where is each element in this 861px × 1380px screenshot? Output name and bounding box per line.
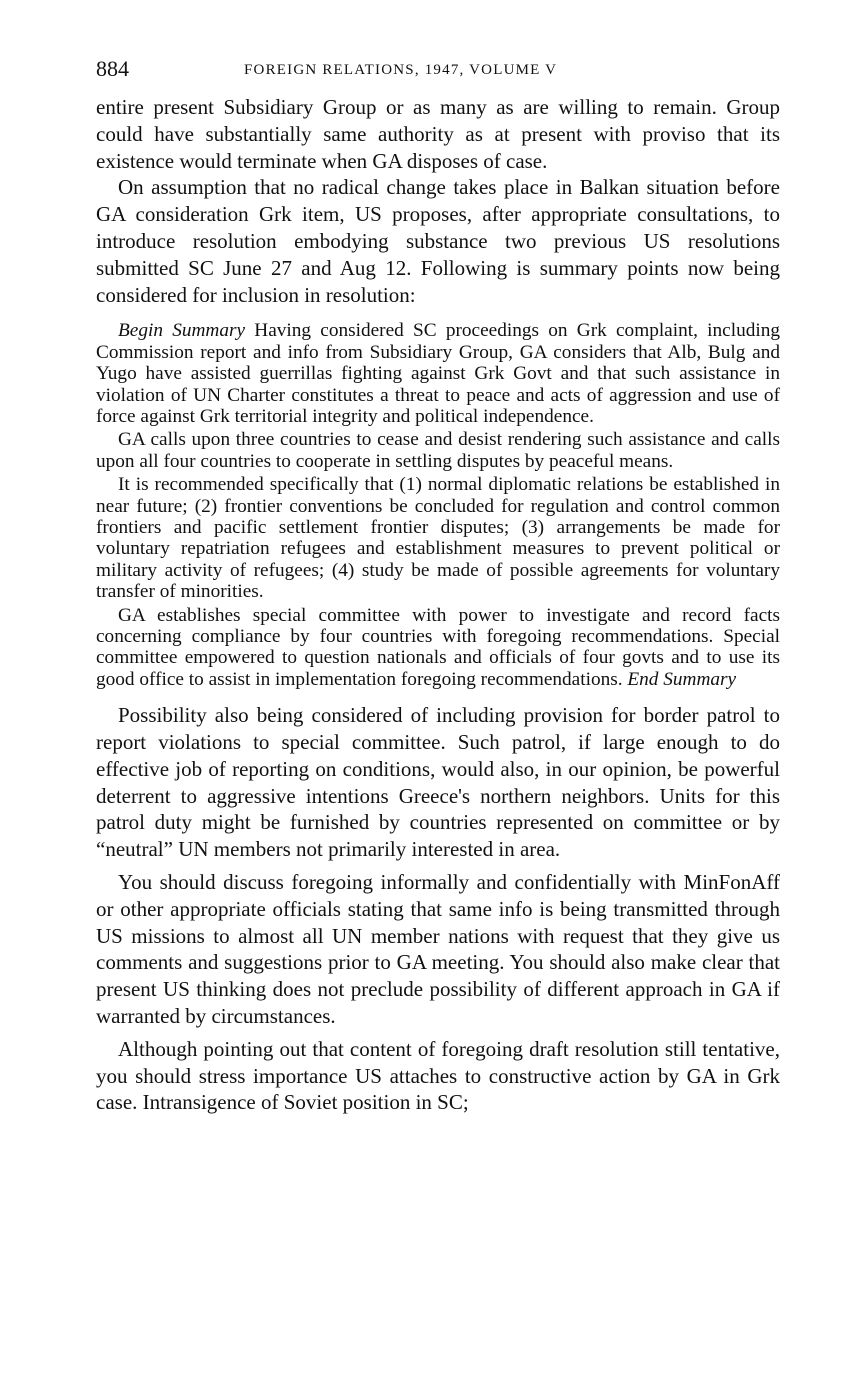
summary-paragraph-1	[96, 320, 780, 427]
paragraph-border-patrol: Possibility also being considered of including provision for border patrol to report violations to special committee. Such patrol, if large enough to do effective job of reporting on conditions, would also, in our opinion, be powerful deterrent to aggressive intentions Greece's northern neighbors. Units for this patrol duty might be furnished by countries represented on committee or by “neutral” UN members not primarily interested in area.	[96, 703, 780, 862]
running-head: FOREIGN RELATIONS, 1947, VOLUME V	[244, 62, 558, 78]
begin-summary-label: Begin Summary	[118, 320, 246, 342]
end-summary-label: End Summary	[627, 668, 737, 690]
paragraph-instructions: You should discuss foregoing informally and confidentially with MinFonAff or other appropriate officials stating that same info is being transmitted through US missions to almost all UN member nations with request that they give us comments and suggestions prior to GA meeting. You should also make clear that present US thinking does not preclude possibility of different approach in GA if warranted by circumstances.	[96, 870, 780, 1029]
summary-paragraph-3: It is recommended specifically that (1) normal diplomatic relations be established in near future; (2) frontier conventions be concluded for regulation and control common frontiers and pacific settlement frontier disputes; (3) arrangements be made for voluntary repatriation refugees and establishment measures to prevent political or military activity of refugees; (4) study be made of possible agreements for voluntary transfer of minorities.	[96, 474, 780, 603]
summary-paragraph-1-text: Having considered SC proceedings on Grk complaint, including Commission report and info from Subsidiary Group, GA considers that Alb, Bulg and Yugo have assisted guerrillas fighting against Grk Govt and that such assistance in violation of UN Charter constitutes a threat to peace and acts of aggression and use of force against Grk territorial integrity and political independence.	[96, 320, 780, 427]
summary-paragraph-4-text: GA establishes special committee with power to investigate and record facts concerning compliance by four countries with foregoing recommendations. Special committee empowered to question nationals and officials of four govts and to use its good office to assist in implementation foregoing recommendations.	[96, 604, 780, 690]
summary-paragraph-2: GA calls upon three countries to cease and desist rendering such assistance and calls upon all four countries to cooperate in settling disputes by peaceful means.	[96, 429, 780, 472]
page-number: 884	[96, 56, 129, 81]
resolution-summary	[96, 320, 780, 690]
page-header	[96, 56, 780, 94]
paragraph-stress-importance: Although pointing out that content of foregoing draft resolution still tentative, you should stress importance US attaches to constructive action by GA in Grk case. Intransigence of Soviet position in SC;	[96, 1036, 780, 1115]
document-page	[96, 56, 780, 1116]
paragraph-us-proposal: On assumption that no radical change takes place in Balkan situation before GA consideration Grk item, US proposes, after appropriate consultations, to introduce resolution embodying substance two previous US resolutions submitted SC June 27 and Aug 12. Following is summary points now being considered for inclusion in resolution:	[96, 175, 780, 307]
paragraph-continued: entire present Subsidiary Group or as many as are willing to remain. Group could have substantially same authority as at present with proviso that its existence would terminate when GA disposes of case.	[96, 95, 780, 173]
summary-paragraph-4	[96, 605, 780, 691]
